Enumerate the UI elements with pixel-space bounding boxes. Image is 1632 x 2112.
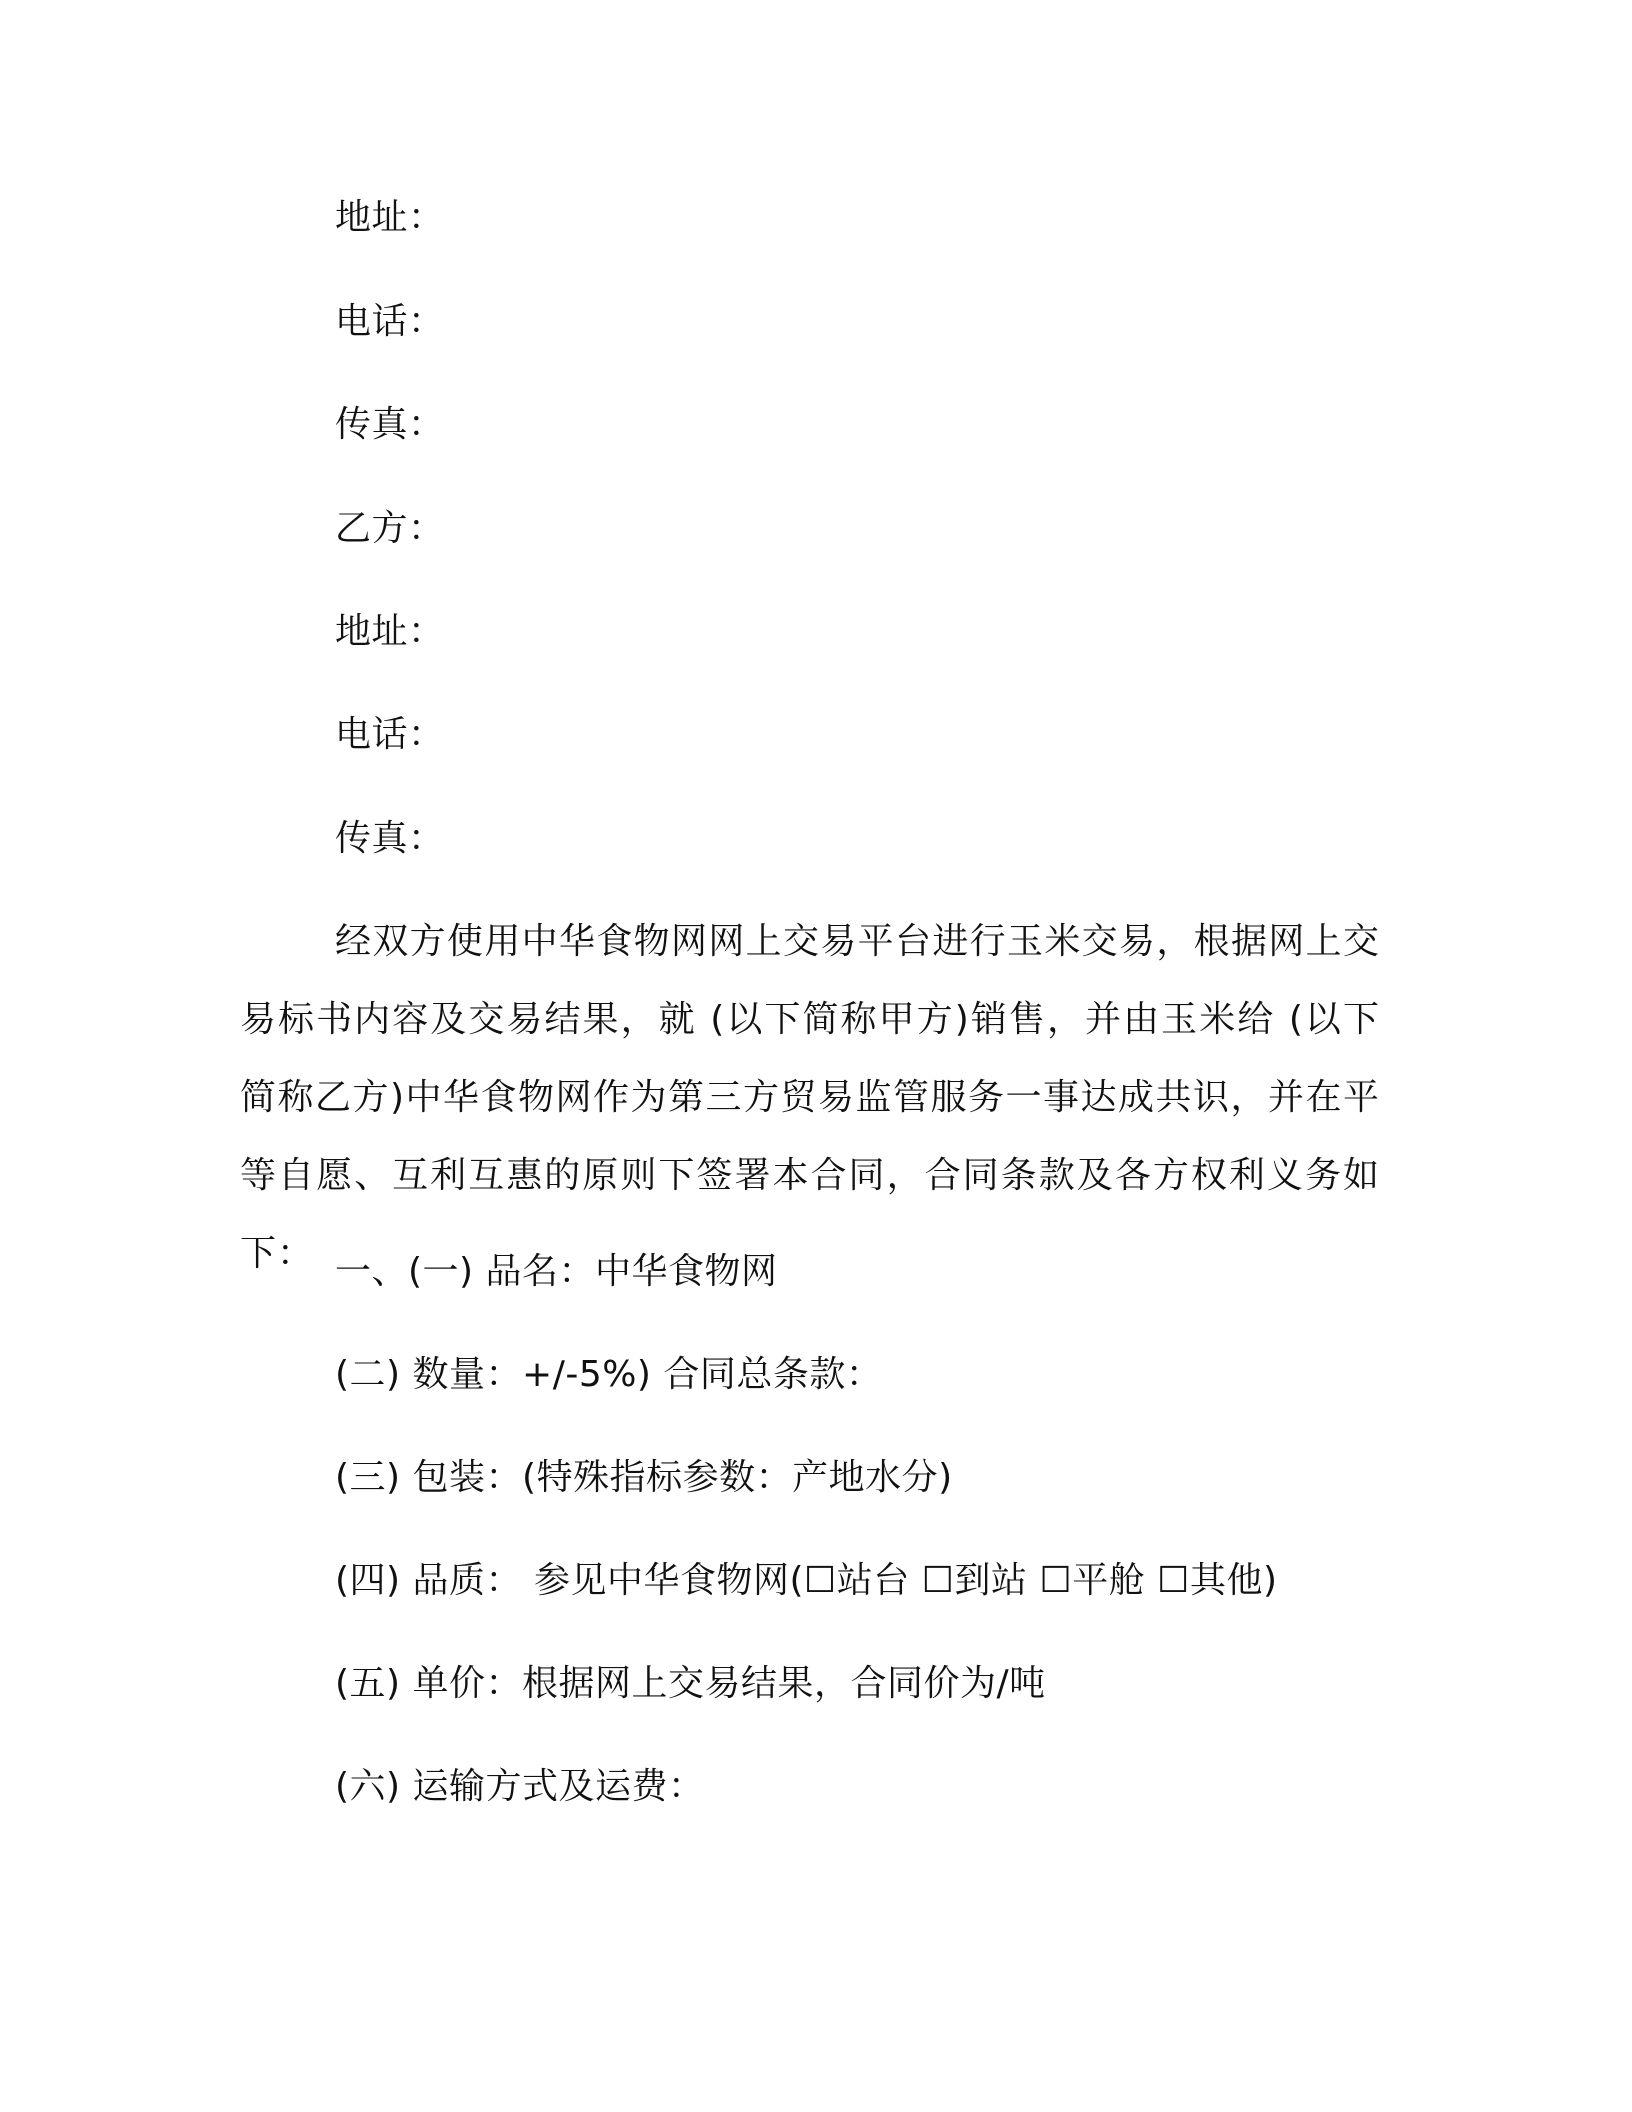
clause-unit-price: (五) 单价：根据网上交易结果，合同价为/吨 (335, 1663, 1046, 1704)
party-a-fax-label: 传真： (335, 404, 445, 445)
clause-packaging: (三) 包装：(特殊指标参数：产地水分) (335, 1457, 953, 1498)
clause-quality: (四) 品质： 参见中华食物网(☐站台 ☐到站 ☐平舱 ☐其他) (335, 1560, 1278, 1601)
intro-paragraph: 经双方使用中华食物网网上交易平台进行玉米交易，根据网上交易标书内容及交易结果，就 (以下简称甲方)销售，并由玉米给 (以下简称乙方)中华食物网作为第三方贸易监管服务一事达成共识，并在平等自愿、互利互惠的原则下签署本合同，合同条款及各方权利义务如下： (240, 921, 1380, 1274)
party-a-phone-label: 电话： (335, 301, 445, 342)
clause-product-name: 一、(一) 品名：中华食物网 (335, 1251, 778, 1292)
party-b-fax-label: 传真： (335, 818, 445, 859)
party-a-address-label: 地址： (335, 197, 445, 238)
clause-transport: (六) 运输方式及运费： (335, 1766, 705, 1807)
clause-quantity: (二) 数量：+/-5%) 合同总条款： (335, 1354, 883, 1395)
party-b-name-label: 乙方： (335, 508, 445, 549)
party-b-address-label: 地址： (335, 611, 445, 652)
party-b-phone-label: 电话： (335, 714, 445, 755)
